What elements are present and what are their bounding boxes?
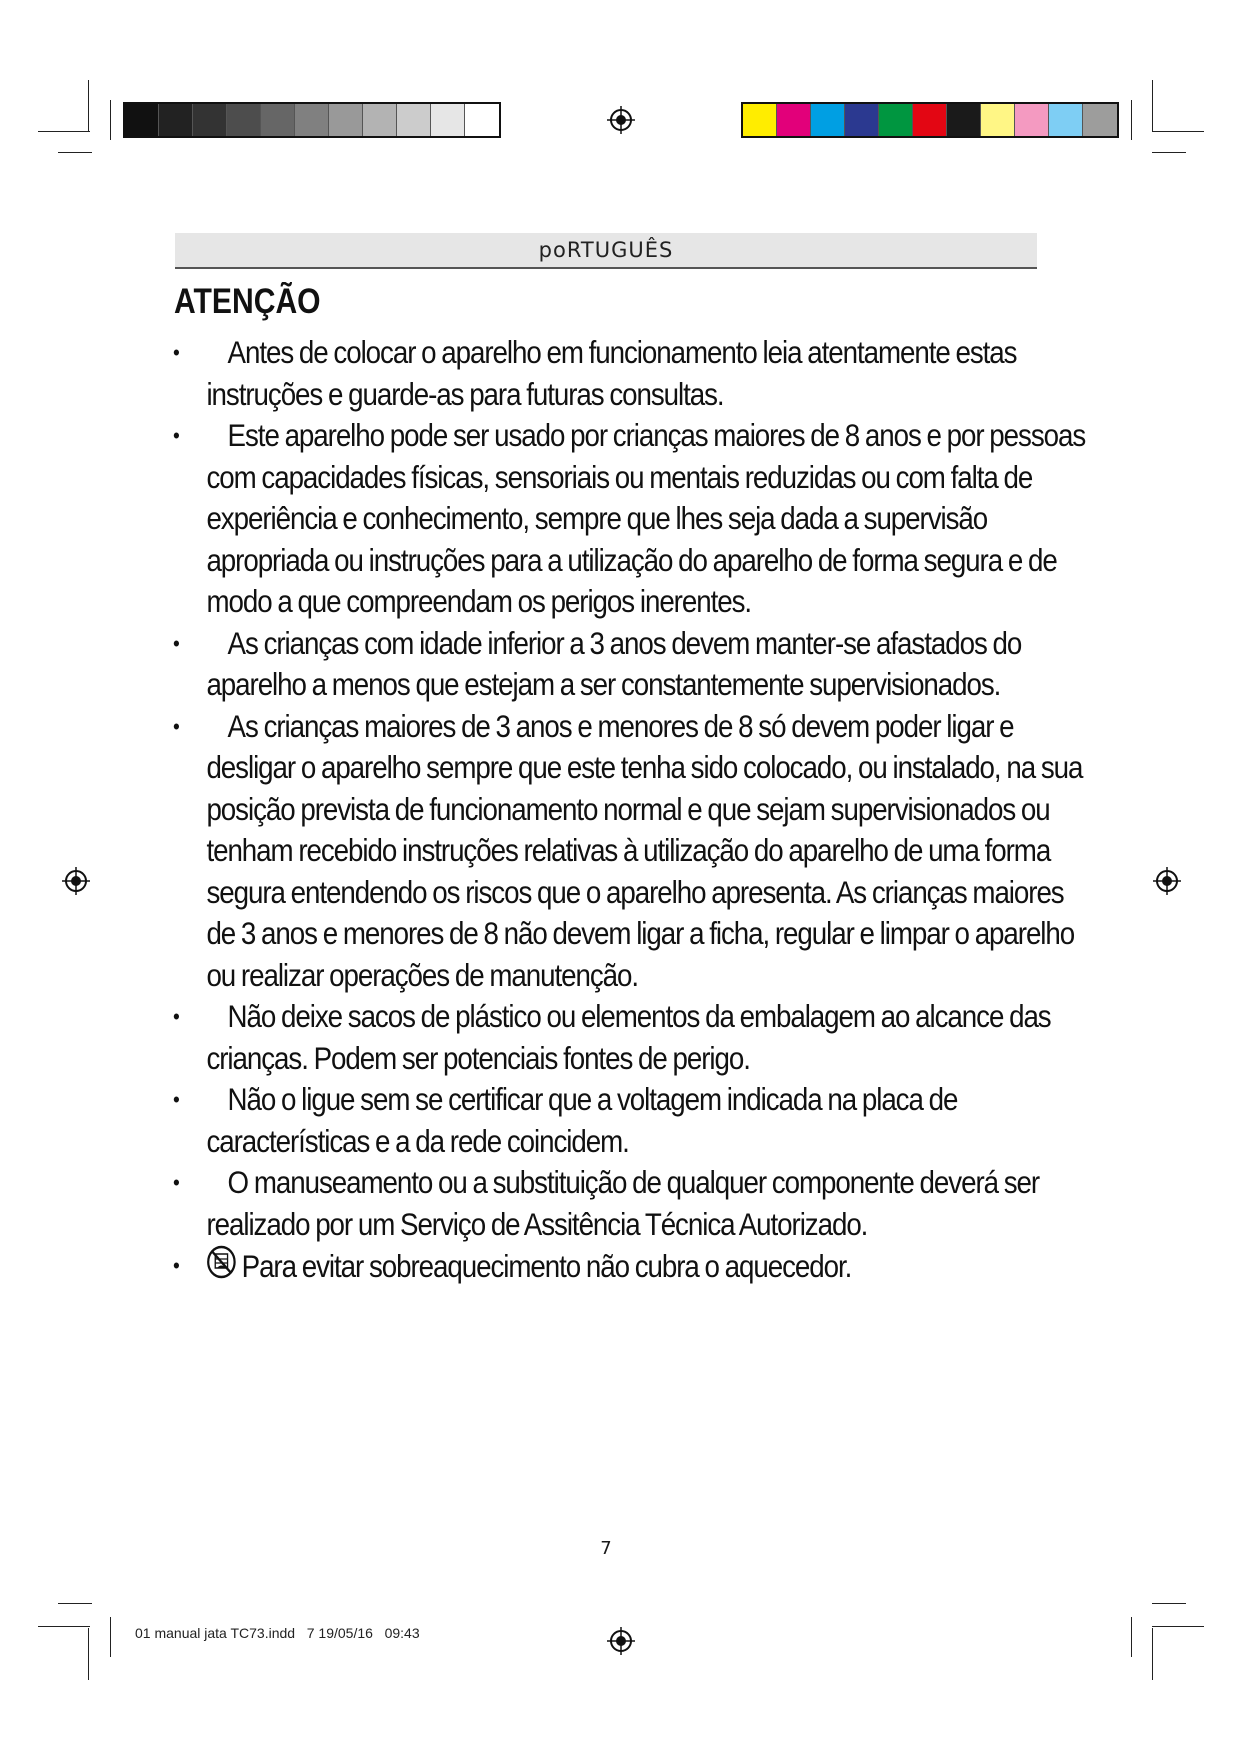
bullet: •	[173, 423, 179, 448]
color-swatch	[363, 104, 397, 136]
page-number: 7	[600, 1538, 612, 1559]
crop-mark	[38, 131, 90, 132]
color-swatch	[1083, 104, 1117, 136]
registration-mark-icon	[61, 866, 91, 896]
warning-text: As crianças maiores de 3 anos e menores de 8 só devem poder ligar e desligar o aparelho sempre que este tenha sido colocado, ou instalado, na sua posição prevista de funcionamento normal e que sejam supervisionados ou tenham recebido instruções relativas à utilização do aparelho de uma forma segura entendendo os riscos que o aparelho apresenta. As crianças maiores de 3 anos e menores de 8 não devem ligar a ficha, regular e limpar o aparelho ou realizar operações de manutenção.	[206, 707, 1083, 993]
list-item	[173, 1162, 1086, 1245]
color-swatch	[1049, 104, 1083, 136]
color-swatch	[913, 104, 947, 136]
crop-mark	[58, 1603, 92, 1604]
crop-mark	[110, 1617, 111, 1657]
bullet: •	[173, 340, 179, 365]
list-item	[173, 1245, 1086, 1288]
color-swatch	[743, 104, 777, 136]
warning-text: As crianças com idade inferior a 3 anos devem manter-se afastados do aparelho a menos que estejam a ser constantemente supervisionados.	[206, 624, 1022, 702]
color-swatch	[397, 104, 431, 136]
list-item	[173, 332, 1086, 415]
bullet: •	[173, 1253, 179, 1278]
color-swatch	[159, 104, 193, 136]
crop-mark	[1152, 1626, 1204, 1627]
list-item	[173, 415, 1086, 623]
color-swatch	[777, 104, 811, 136]
color-swatch	[329, 104, 363, 136]
warning-text: Antes de colocar o aparelho em funcionamento leia atentamente estas instruções e guarde-as para futuras consultas.	[206, 334, 1017, 412]
list-item	[173, 996, 1086, 1079]
bullet: •	[173, 1170, 179, 1195]
bullet: •	[173, 713, 179, 739]
color-swatch	[125, 104, 159, 136]
process-color-bar	[741, 102, 1119, 138]
file-slug: 01 manual jata TC73.indd 7 19/05/16 09:43	[135, 1625, 420, 1641]
warning-text: Não o ligue sem se certificar que a voltagem indicada na placa de características e a da rede coincidem.	[206, 1081, 958, 1159]
list-item	[173, 623, 1086, 706]
crop-mark	[88, 80, 89, 132]
color-swatch	[811, 104, 845, 136]
warning-text: O manuseamento ou a substituição de qualquer componente deverá ser realizado por um Serviço de Assitência Técnica Autorizado.	[206, 1164, 1040, 1242]
warning-text: Este aparelho pode ser usado por crianças maiores de 8 anos e por pessoas com capacidades físicas, sensoriais ou mentais reduzidas ou com falta de experiência e conhecimento, sempre que lhes seja dada a supervisão apropriada ou instruções para a utilização do aparelho de forma segura e de modo a que compreendam os perigos inerentes.	[206, 417, 1086, 619]
bullet: •	[173, 1087, 179, 1112]
crop-mark	[1152, 131, 1204, 132]
color-swatch	[465, 104, 499, 136]
warning-text: Não deixe sacos de plástico ou elementos da embalagem ao alcance das crianças. Podem ser potenciais fontes de perigo.	[206, 998, 1051, 1076]
color-swatch	[295, 104, 329, 136]
color-swatch	[193, 104, 227, 136]
registration-mark-icon	[606, 105, 636, 135]
warning-text-with-icon	[206, 1245, 1086, 1288]
crop-mark	[1131, 1617, 1132, 1657]
do-not-cover-icon	[206, 1245, 236, 1279]
language-header: poRTUGUÊS	[175, 233, 1037, 269]
warning-list	[173, 332, 1086, 1288]
grayscale-color-bar	[123, 102, 501, 138]
color-swatch	[227, 104, 261, 136]
crop-mark	[1131, 100, 1132, 140]
color-swatch	[981, 104, 1015, 136]
color-swatch	[1015, 104, 1049, 136]
warning-text: Para evitar sobreaquecimento não cubra o aquecedor.	[241, 1248, 852, 1284]
crop-mark	[110, 100, 111, 140]
color-swatch	[261, 104, 295, 136]
list-item	[173, 706, 1086, 997]
crop-mark	[88, 1628, 89, 1680]
crop-mark	[38, 1626, 90, 1627]
registration-mark-icon	[1152, 866, 1182, 896]
crop-mark	[58, 152, 92, 153]
color-swatch	[947, 104, 981, 136]
color-swatch	[431, 104, 465, 136]
bullet: •	[173, 1004, 179, 1029]
list-item	[173, 1079, 1086, 1162]
page-title: ATENÇÃO	[174, 282, 321, 321]
color-swatch	[879, 104, 913, 136]
crop-mark	[1152, 1603, 1186, 1604]
bullet: •	[173, 630, 179, 656]
crop-mark	[1152, 152, 1186, 153]
color-swatch	[845, 104, 879, 136]
crop-mark	[1152, 80, 1153, 132]
registration-mark-icon	[606, 1626, 636, 1656]
crop-mark	[1152, 1628, 1153, 1680]
